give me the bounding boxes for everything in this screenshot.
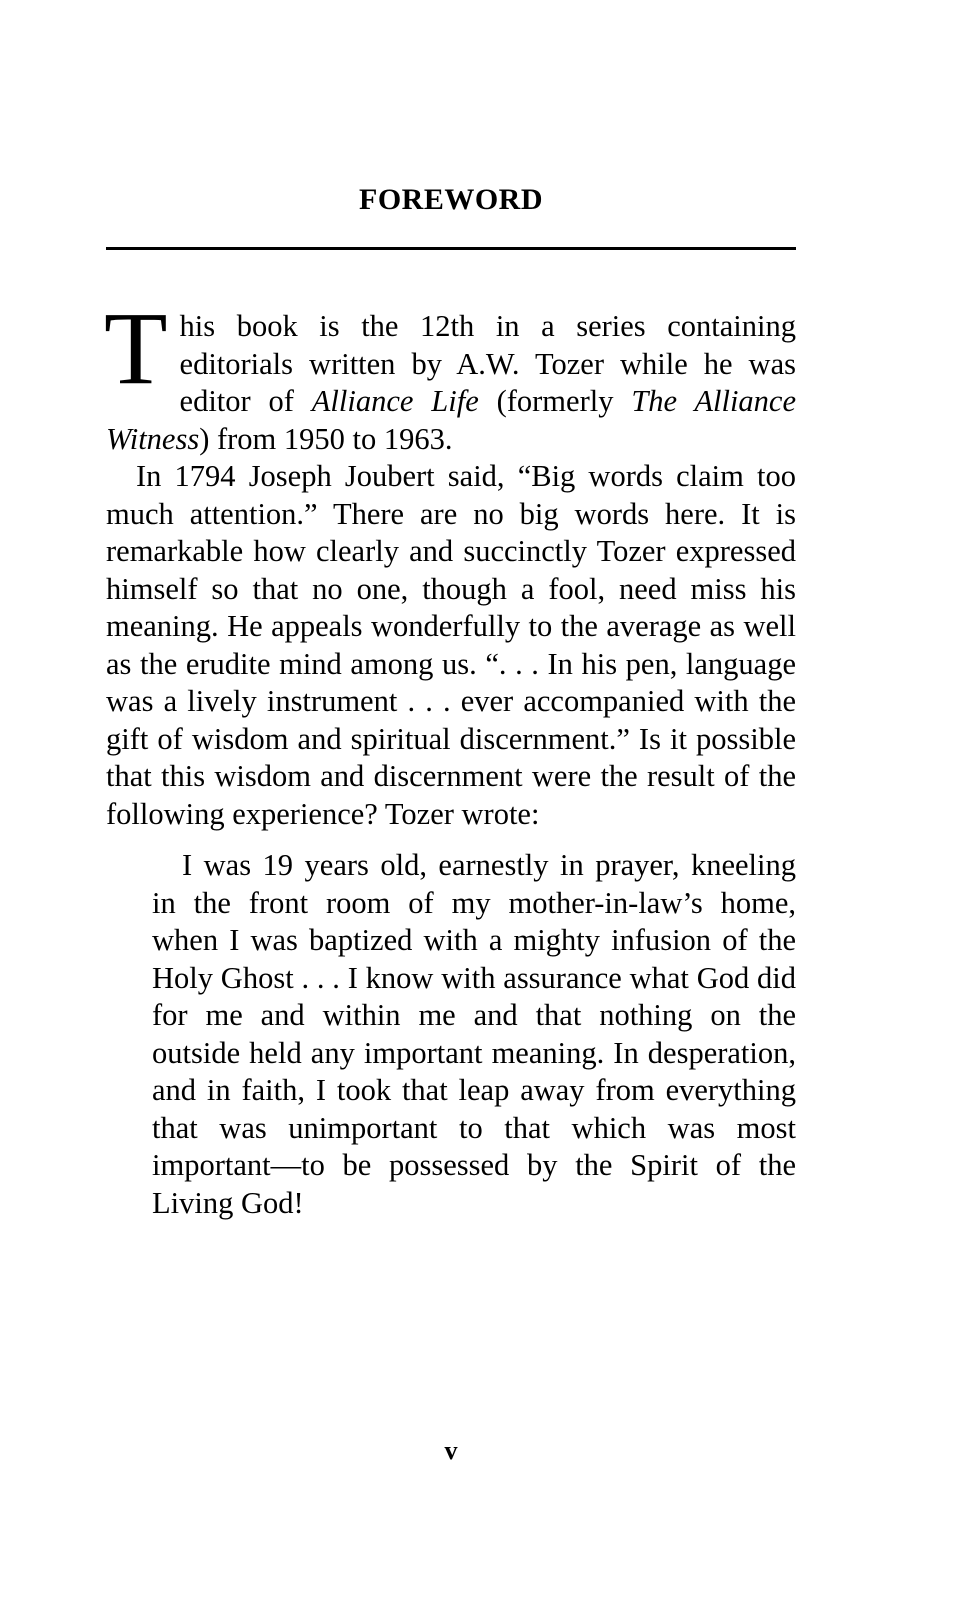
title-rule (106, 247, 796, 250)
page-title: FOREWORD (359, 183, 543, 216)
page-number: v (444, 1436, 458, 1465)
intro-text-3: ) from 1950 to 1963. (199, 421, 453, 456)
intro-text-2: (formerly (478, 384, 632, 418)
paragraph-joubert: In 1794 Joseph Joubert said, “Big words claim too much attention.” There are no big words here. It is remarkable how clearly and succinctly Tozer expressed himself so that no one, though a fool, need miss his meaning. He appeals wonderfully to the average as well as the erudite mind among us. “. . . In his pen, language was a lively instrument . . . ever accompanied with the gift of wisdom and spiritual discernment.” Is it possible that this wisdom and discernment were the result of the following experience? Tozer wrote: (106, 459, 796, 831)
paragraph-intro (104, 291, 796, 458)
body-text (104, 291, 796, 1222)
publication-title-alliance-witness: The Alliance Witness (106, 384, 796, 456)
intro-text-1: his book is the 12th in a series containing editorials written by A.W. Tozer while he was editor of (179, 309, 796, 418)
block-quotation: I was 19 years old, earnestly in prayer, kneeling in the front room of my mother-in-law’s home, when I was baptized with a mighty infusion of the Holy Ghost . . . I know with assurance what God did for me and within me and that nothing on the outside held any important meaning. In desperation, and in faith, I took that leap away from everything that was unimportant to that which was most important—to be possessed by the Spirit of the Living God! (152, 848, 796, 1220)
publication-title-alliance-life: Alliance Life (311, 384, 479, 418)
drop-cap: T (104, 291, 168, 406)
